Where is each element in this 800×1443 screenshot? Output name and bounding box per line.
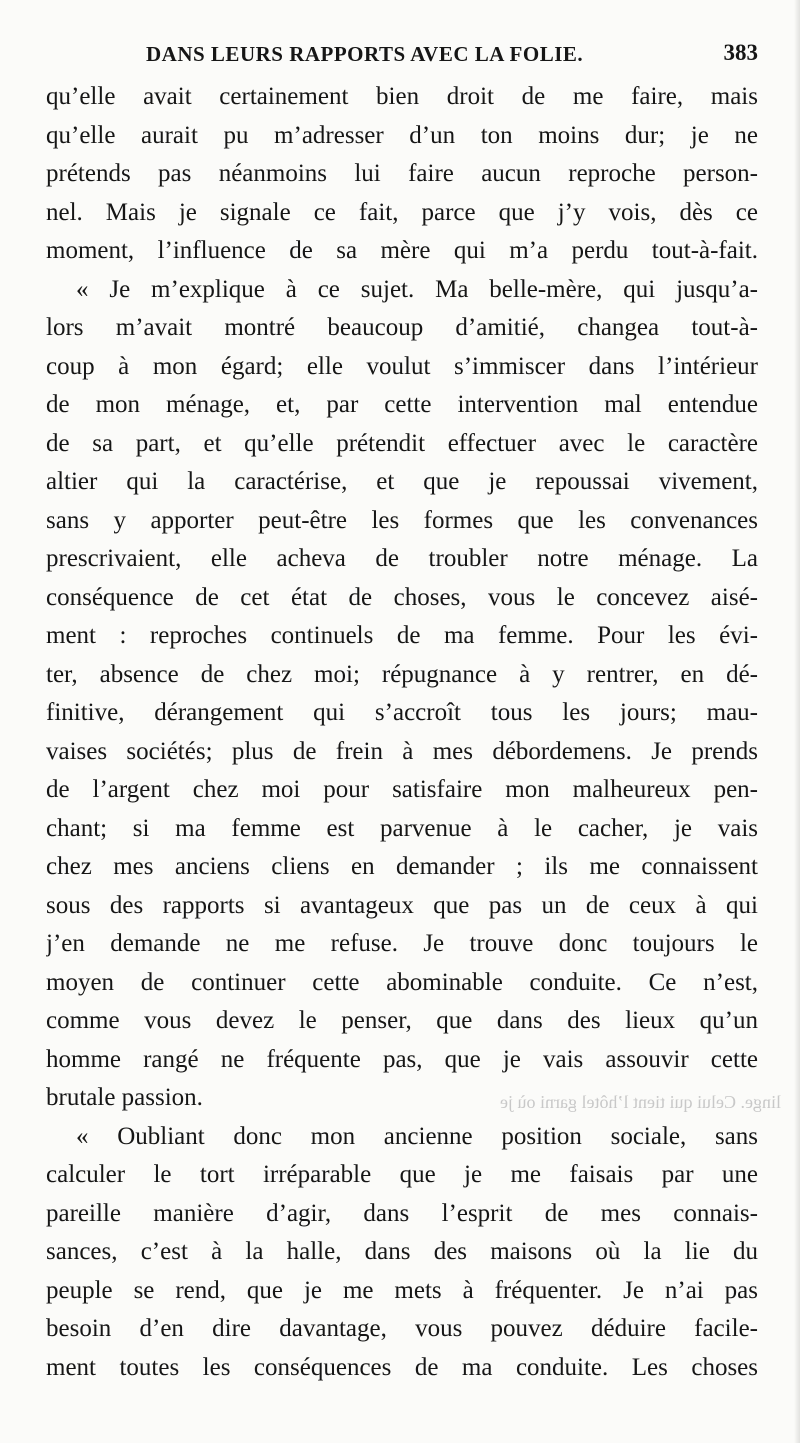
text-line: ter, absence de chez moi; répugnance à y rentrer, en dé- bbox=[46, 660, 758, 688]
text-line: j’en demande ne me refuse. Je trouve donc toujours le bbox=[46, 930, 758, 957]
running-title: DANS LEURS RAPPORTS AVEC LA FOLIE. bbox=[146, 42, 584, 66]
bleed-through-text: linge. Celui qui tient l’hôtel garni où je bbox=[500, 1092, 781, 1112]
page-number: 383 bbox=[723, 40, 758, 65]
text-line: finitive, dérangement qui s’accroît tous les jours; mau- bbox=[46, 699, 758, 726]
text-line: chant; si ma femme est parvenue à le cacher, je vais bbox=[46, 814, 758, 842]
text-line: de sa part, et qu’elle prétendit effectuer avec le caractère bbox=[46, 429, 758, 457]
text-line: pareille manière d’agir, dans l’esprit de mes connais- bbox=[46, 1199, 758, 1227]
text-line: ment toutes les conséquences de ma conduite. Les choses bbox=[46, 1353, 758, 1381]
text-line: qu’elle aurait pu m’adresser d’un ton moins dur; je ne bbox=[46, 121, 758, 149]
text-line: comme vous devez le penser, que dans des lieux qu’un bbox=[46, 1007, 758, 1034]
text-line: de l’argent chez moi pour satisfaire mon malheureux pen- bbox=[46, 776, 758, 803]
text-line: « Oubliant donc mon ancienne position sociale, sans bbox=[76, 1122, 758, 1150]
text-line: chez mes anciens cliens en demander ; ils me connaissent bbox=[46, 853, 758, 880]
text-line: conséquence de cet état de choses, vous le concevez aisé- bbox=[46, 583, 758, 611]
text-line: de mon ménage, et, par cette intervention mal entendue bbox=[46, 391, 758, 418]
page-edge-shadow bbox=[794, 0, 800, 1443]
text-line: coup à mon égard; elle voulut s’immiscer dans l’intérieur bbox=[46, 352, 758, 380]
text-line: sous des rapports si avantageux que pas un de ceux à qui bbox=[46, 891, 758, 919]
text-line: lors m’avait montré beaucoup d’amitié, changea tout-à- bbox=[46, 314, 758, 341]
text-line: brutale passion. bbox=[46, 1084, 203, 1111]
text-line: homme rangé ne fréquente pas, que je vais assouvir cette bbox=[46, 1045, 758, 1073]
text-line: nel. Mais je signale ce fait, parce que j’y vois, dès ce bbox=[46, 198, 758, 226]
text-line: vaises sociétés; plus de frein à mes débordemens. Je prends bbox=[46, 737, 758, 765]
text-line: sans y apporter peut-être les formes que les convenances bbox=[46, 506, 758, 534]
text-line: moment, l’influence de sa mère qui m’a perdu tout-à-fait. bbox=[46, 237, 758, 264]
text-line: ment : reproches continuels de ma femme. Pour les évi- bbox=[46, 622, 758, 649]
text-line: calculer le tort irréparable que je me faisais par une bbox=[46, 1161, 758, 1188]
body-text bbox=[46, 78, 758, 1387]
running-head bbox=[46, 38, 758, 78]
text-line: « Je m’explique à ce sujet. Ma belle-mère, qui jusqu’a- bbox=[76, 275, 758, 303]
text-line: moyen de continuer cette abominable conduite. Ce n’est, bbox=[46, 968, 758, 996]
text-line: prescrivaient, elle acheva de troubler notre ménage. La bbox=[46, 545, 758, 572]
text-line: qu’elle avait certainement bien droit de me faire, mais bbox=[46, 83, 758, 110]
text-line: prétends pas néanmoins lui faire aucun reproche person- bbox=[46, 160, 758, 187]
text-line: besoin d’en dire davantage, vous pouvez déduire facile- bbox=[46, 1315, 758, 1342]
text-line: altier qui la caractérise, et que je repoussai vivement, bbox=[46, 468, 758, 495]
text-line: peuple se rend, que je me mets à fréquenter. Je n’ai pas bbox=[46, 1276, 758, 1304]
text-line: sances, c’est à la halle, dans des maisons où la lie du bbox=[46, 1238, 758, 1265]
